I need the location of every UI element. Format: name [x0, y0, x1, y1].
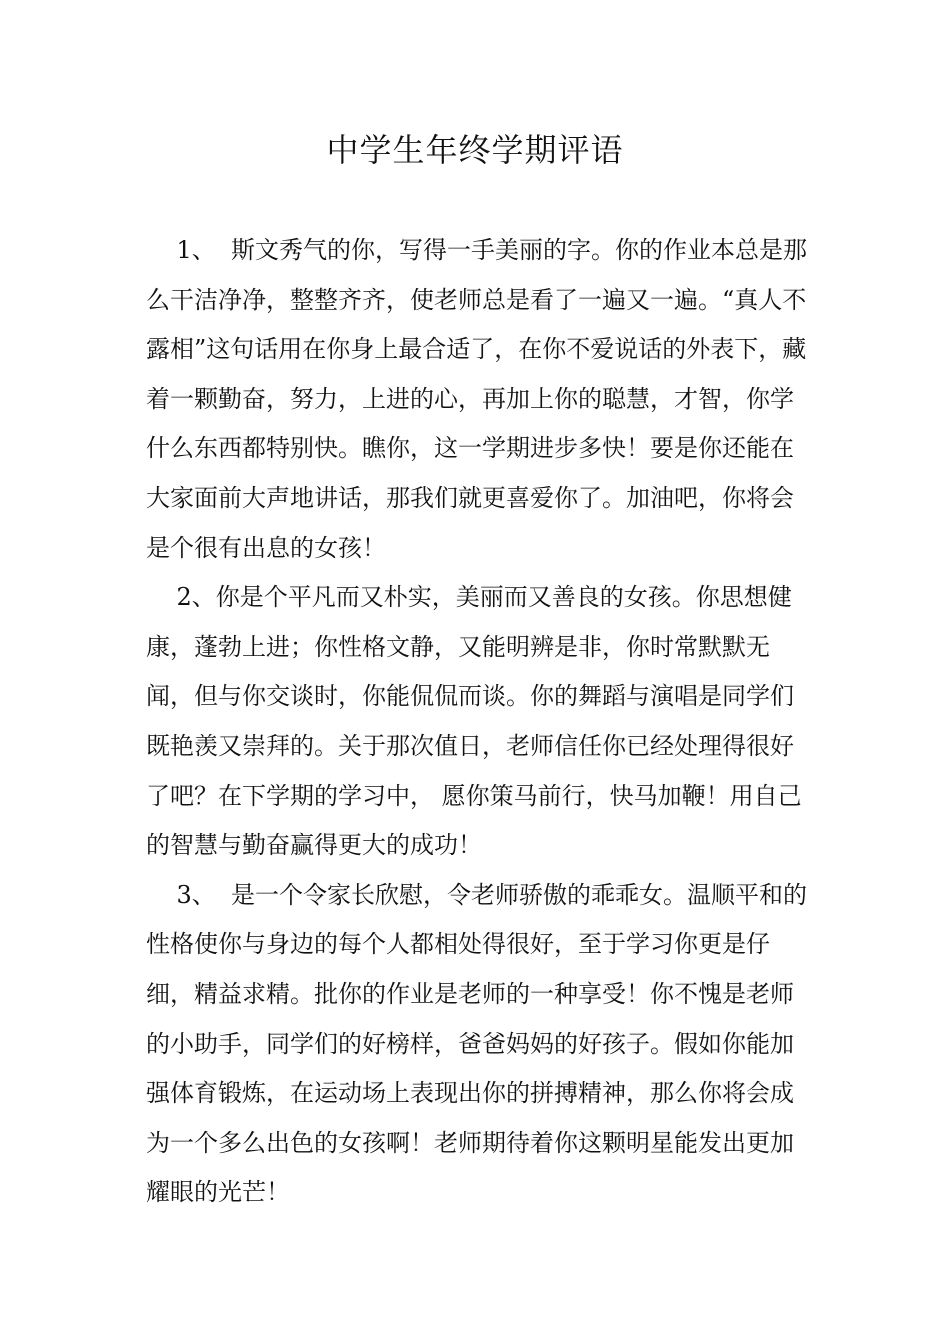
- document-title: 中学生年终学期评语: [326, 131, 624, 169]
- comment-paragraph-1: 1、 斯文秀气的你，写得一手美丽的字。你的作业本总是那么干洁净净，整整齐齐，使老师总是看了一遍又一遍。“真人不露相”这句话用在你身上最合适了，在你不爱说话的外表下，藏着一颗勤奋，努力，上进的心，再加上你的聪慧，才智，你学什么东西都特别快。瞧你，这一学期进步多快！要是你还能在大家面前大声地讲话，那我们就更喜爱你了。加油吧，你将会是个很有出息的女孩！: [146, 236, 808, 562]
- comment-paragraph-3: 3、 是一个令家长欣慰，令老师骄傲的乖乖女。温顺平和的性格使你与身边的每个人都相处得很好，至于学习你更是仔细，精益求精。批你的作业是老师的一种享受！你不愧是老师的小助手，同学们的好榜样，爸爸妈妈的好孩子。假如你能加强体育锻炼，在运动场上表现出你的拼搏精神，那么你将会成为一个多么出色的女孩啊！老师期待着你这颗明星能发出更加耀眼的光芒！: [146, 880, 808, 1207]
- comment-paragraph-2: 2、你是个平凡而又朴实，美丽而又善良的女孩。你思想健康，蓬勃上进；你性格文静，又能明辨是非，你时常默默无闻，但与你交谈时，你能侃侃而谈。你的舞蹈与演唱是同学们既艳羡又崇拜的。关于那次值日，老师信任你已经处理得很好了吧？在下学期的学习中， 愿你策马前行，快马加鞭！用自己的智慧与勤奋赢得更大的成功！: [146, 583, 802, 860]
- document-body: [146, 226, 810, 1218]
